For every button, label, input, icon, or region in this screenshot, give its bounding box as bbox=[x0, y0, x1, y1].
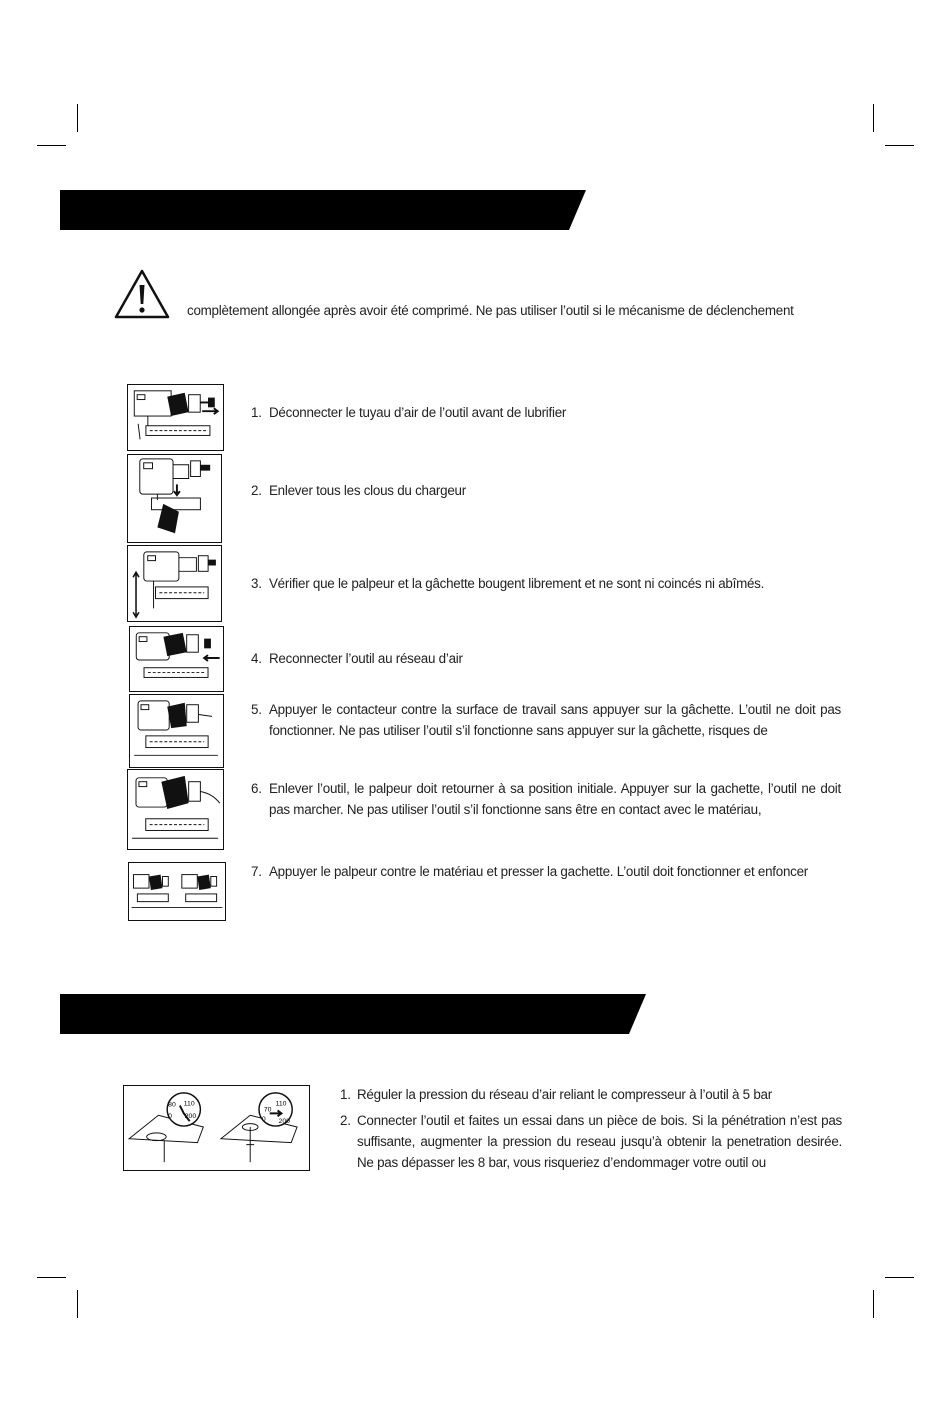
crop-mark bbox=[77, 104, 78, 132]
step-number: 3. bbox=[251, 576, 262, 591]
warning-text: complètement allongée après avoir été comprimé. Ne pas utiliser l’outil si le mécanisme de déclenchement bbox=[187, 303, 794, 318]
step-2 bbox=[251, 480, 841, 501]
step-text: Reconnecter l’outil au réseau d’air bbox=[269, 651, 463, 666]
step-2-illustration bbox=[127, 454, 222, 543]
step-number: 1. bbox=[251, 405, 262, 420]
step-5 bbox=[251, 699, 841, 741]
warning-triangle-icon bbox=[113, 268, 171, 320]
step-3-illustration bbox=[127, 545, 222, 622]
pressure-step-2 bbox=[340, 1110, 842, 1173]
gauge-tick: 80 bbox=[168, 1101, 176, 1109]
step-number: 1. bbox=[340, 1087, 351, 1102]
step-text: Appuyer le contacteur contre la surface de travail sans appuyer sur la gâchette. L’outil ne doit pas fonctionner. Ne pas utiliser l’outil s’il fonctionne sans appuyer sur la gâchette, risques de bbox=[269, 702, 841, 738]
gauge-tick: 110 bbox=[183, 1100, 195, 1108]
step-number: 5. bbox=[251, 702, 262, 717]
step-7 bbox=[251, 861, 841, 882]
step-4 bbox=[251, 648, 841, 669]
step-6 bbox=[251, 778, 841, 820]
step-number: 7. bbox=[251, 864, 262, 879]
step-text: Vérifier que le palpeur et la gâchette bougent librement et ne sont ni coincés ni abîmés. bbox=[269, 576, 765, 591]
crop-mark bbox=[885, 1277, 914, 1278]
pressure-step-1 bbox=[340, 1084, 842, 1105]
step-number: 4. bbox=[251, 651, 262, 666]
step-text: Appuyer le palpeur contre le matériau et presser la gachette. L’outil doit fonctionner et enfoncer bbox=[269, 864, 808, 879]
pressure-gauge-illustration bbox=[123, 1085, 310, 1171]
step-4-illustration bbox=[129, 626, 224, 692]
step-text: Déconnecter le tuyau d’air de l’outil avant de lubrifier bbox=[269, 405, 567, 420]
crop-mark bbox=[37, 145, 66, 146]
gauge-tick: 0 bbox=[261, 1116, 266, 1124]
step-text: Connecter l’outil et faites un essai dans un pièce de bois. Si la pénétration n’est pas suffisante, augmenter la pression du reseau jusqu’à obtenir la penetration desirée. Ne pas dépasser les 8 bar, vous risqueriez d’endommager votre outil ou bbox=[357, 1113, 842, 1170]
crop-mark bbox=[873, 104, 874, 132]
section-banner-pressure bbox=[60, 994, 646, 1034]
step-number: 6. bbox=[251, 781, 262, 796]
step-number: 2. bbox=[340, 1113, 351, 1128]
step-number: 2. bbox=[251, 483, 262, 498]
crop-mark bbox=[77, 1290, 78, 1318]
crop-mark bbox=[885, 145, 914, 146]
gauge-tick: 0 bbox=[168, 1113, 172, 1121]
step-text: Enlever tous les clous du chargeur bbox=[269, 483, 466, 498]
section-banner-top bbox=[60, 190, 586, 230]
step-text: Enlever l’outil, le palpeur doit retourner à sa position initiale. Appuyer sur la gachette, l’outil ne doit pas marcher. Ne pas utiliser l’outil s’il fonctionne sans être en contact avec le matériau, bbox=[269, 781, 841, 817]
step-3 bbox=[251, 573, 841, 594]
gauge-tick: 200 bbox=[278, 1118, 290, 1126]
gauge-tick: 110 bbox=[275, 1100, 287, 1108]
step-text: Réguler la pression du réseau d’air reliant le compresseur à l’outil à 5 bar bbox=[357, 1087, 772, 1102]
step-7-illustration bbox=[128, 862, 226, 921]
step-5-illustration bbox=[129, 694, 224, 768]
gauge-tick: 200 bbox=[184, 1113, 197, 1121]
crop-mark bbox=[873, 1290, 874, 1318]
crop-mark bbox=[37, 1277, 66, 1278]
step-6-illustration bbox=[127, 769, 224, 850]
step-1 bbox=[251, 402, 841, 423]
step-1-illustration bbox=[127, 384, 224, 451]
gauge-tick: 70 bbox=[263, 1106, 272, 1114]
